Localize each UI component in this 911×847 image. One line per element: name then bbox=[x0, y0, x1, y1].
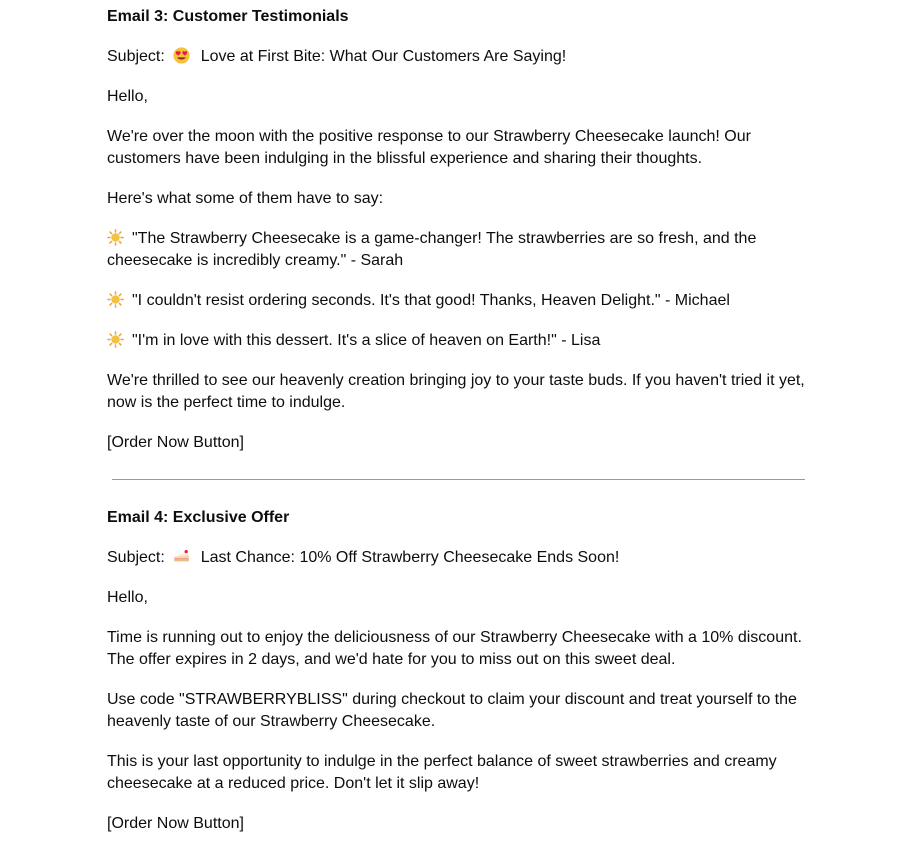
email4-heading: Email 4: Exclusive Offer bbox=[107, 509, 290, 526]
sun-emoji-icon bbox=[107, 291, 124, 308]
testimonial-item bbox=[107, 290, 807, 312]
email4-paragraph-3: This is your last opportunity to indulge in the perfect balance of sweet strawberries and creamy cheesecake at a reduced price. Don't let it slip away! bbox=[107, 753, 777, 792]
email3-lead-in: Here's what some of them have to say: bbox=[107, 190, 384, 207]
section-divider bbox=[112, 479, 805, 480]
cake-slice-emoji-icon bbox=[173, 548, 190, 565]
testimonial-item bbox=[107, 228, 807, 272]
email4-paragraph-2: Use code "STRAWBERRYBLISS" during checkout to claim your discount and treat yourself to the heavenly taste of our Strawberry Cheesecake. bbox=[107, 691, 797, 730]
email4-greeting: Hello, bbox=[107, 589, 148, 606]
email3-subject-label: Subject: bbox=[107, 48, 165, 65]
email4-paragraph-1: Time is running out to enjoy the deliciousness of our Strawberry Cheesecake with a 10% discount. The offer expires in 2 days, and we'd hate for you to miss out on this sweet deal. bbox=[107, 629, 802, 668]
email3-subject-text: Love at First Bite: What Our Customers Are Saying! bbox=[200, 48, 567, 65]
email3-closing: We're thrilled to see our heavenly creation bringing joy to your taste buds. If you haven't tried it yet, now is the perfect time to indulge. bbox=[107, 372, 805, 411]
email3-order-now-placeholder: [Order Now Button] bbox=[107, 434, 244, 451]
email3-heading: Email 3: Customer Testimonials bbox=[107, 8, 349, 25]
email3-greeting: Hello, bbox=[107, 88, 148, 105]
heart-eyes-emoji-icon bbox=[173, 47, 190, 64]
email4-subject-text: Last Chance: 10% Off Strawberry Cheesecake Ends Soon! bbox=[200, 549, 620, 566]
email3-subject-line bbox=[107, 46, 807, 68]
email4-order-now-placeholder: [Order Now Button] bbox=[107, 815, 244, 832]
email4-subject-label: Subject: bbox=[107, 549, 165, 566]
testimonial-text: "I couldn't resist ordering seconds. It's that good! Thanks, Heaven Delight." - Michael bbox=[132, 292, 730, 309]
email4-subject-line bbox=[107, 547, 807, 569]
testimonial-text: "I'm in love with this dessert. It's a slice of heaven on Earth!" - Lisa bbox=[132, 332, 601, 349]
testimonial-text: "The Strawberry Cheesecake is a game-changer! The strawberries are so fresh, and the cheesecake is incredibly creamy." - Sarah bbox=[107, 230, 757, 269]
email3-intro: We're over the moon with the positive response to our Strawberry Cheesecake launch! Our customers have been indulging in the blissful experience and sharing their thoughts. bbox=[107, 128, 751, 167]
testimonial-item bbox=[107, 330, 807, 352]
sun-emoji-icon bbox=[107, 229, 124, 246]
sun-emoji-icon bbox=[107, 331, 124, 348]
